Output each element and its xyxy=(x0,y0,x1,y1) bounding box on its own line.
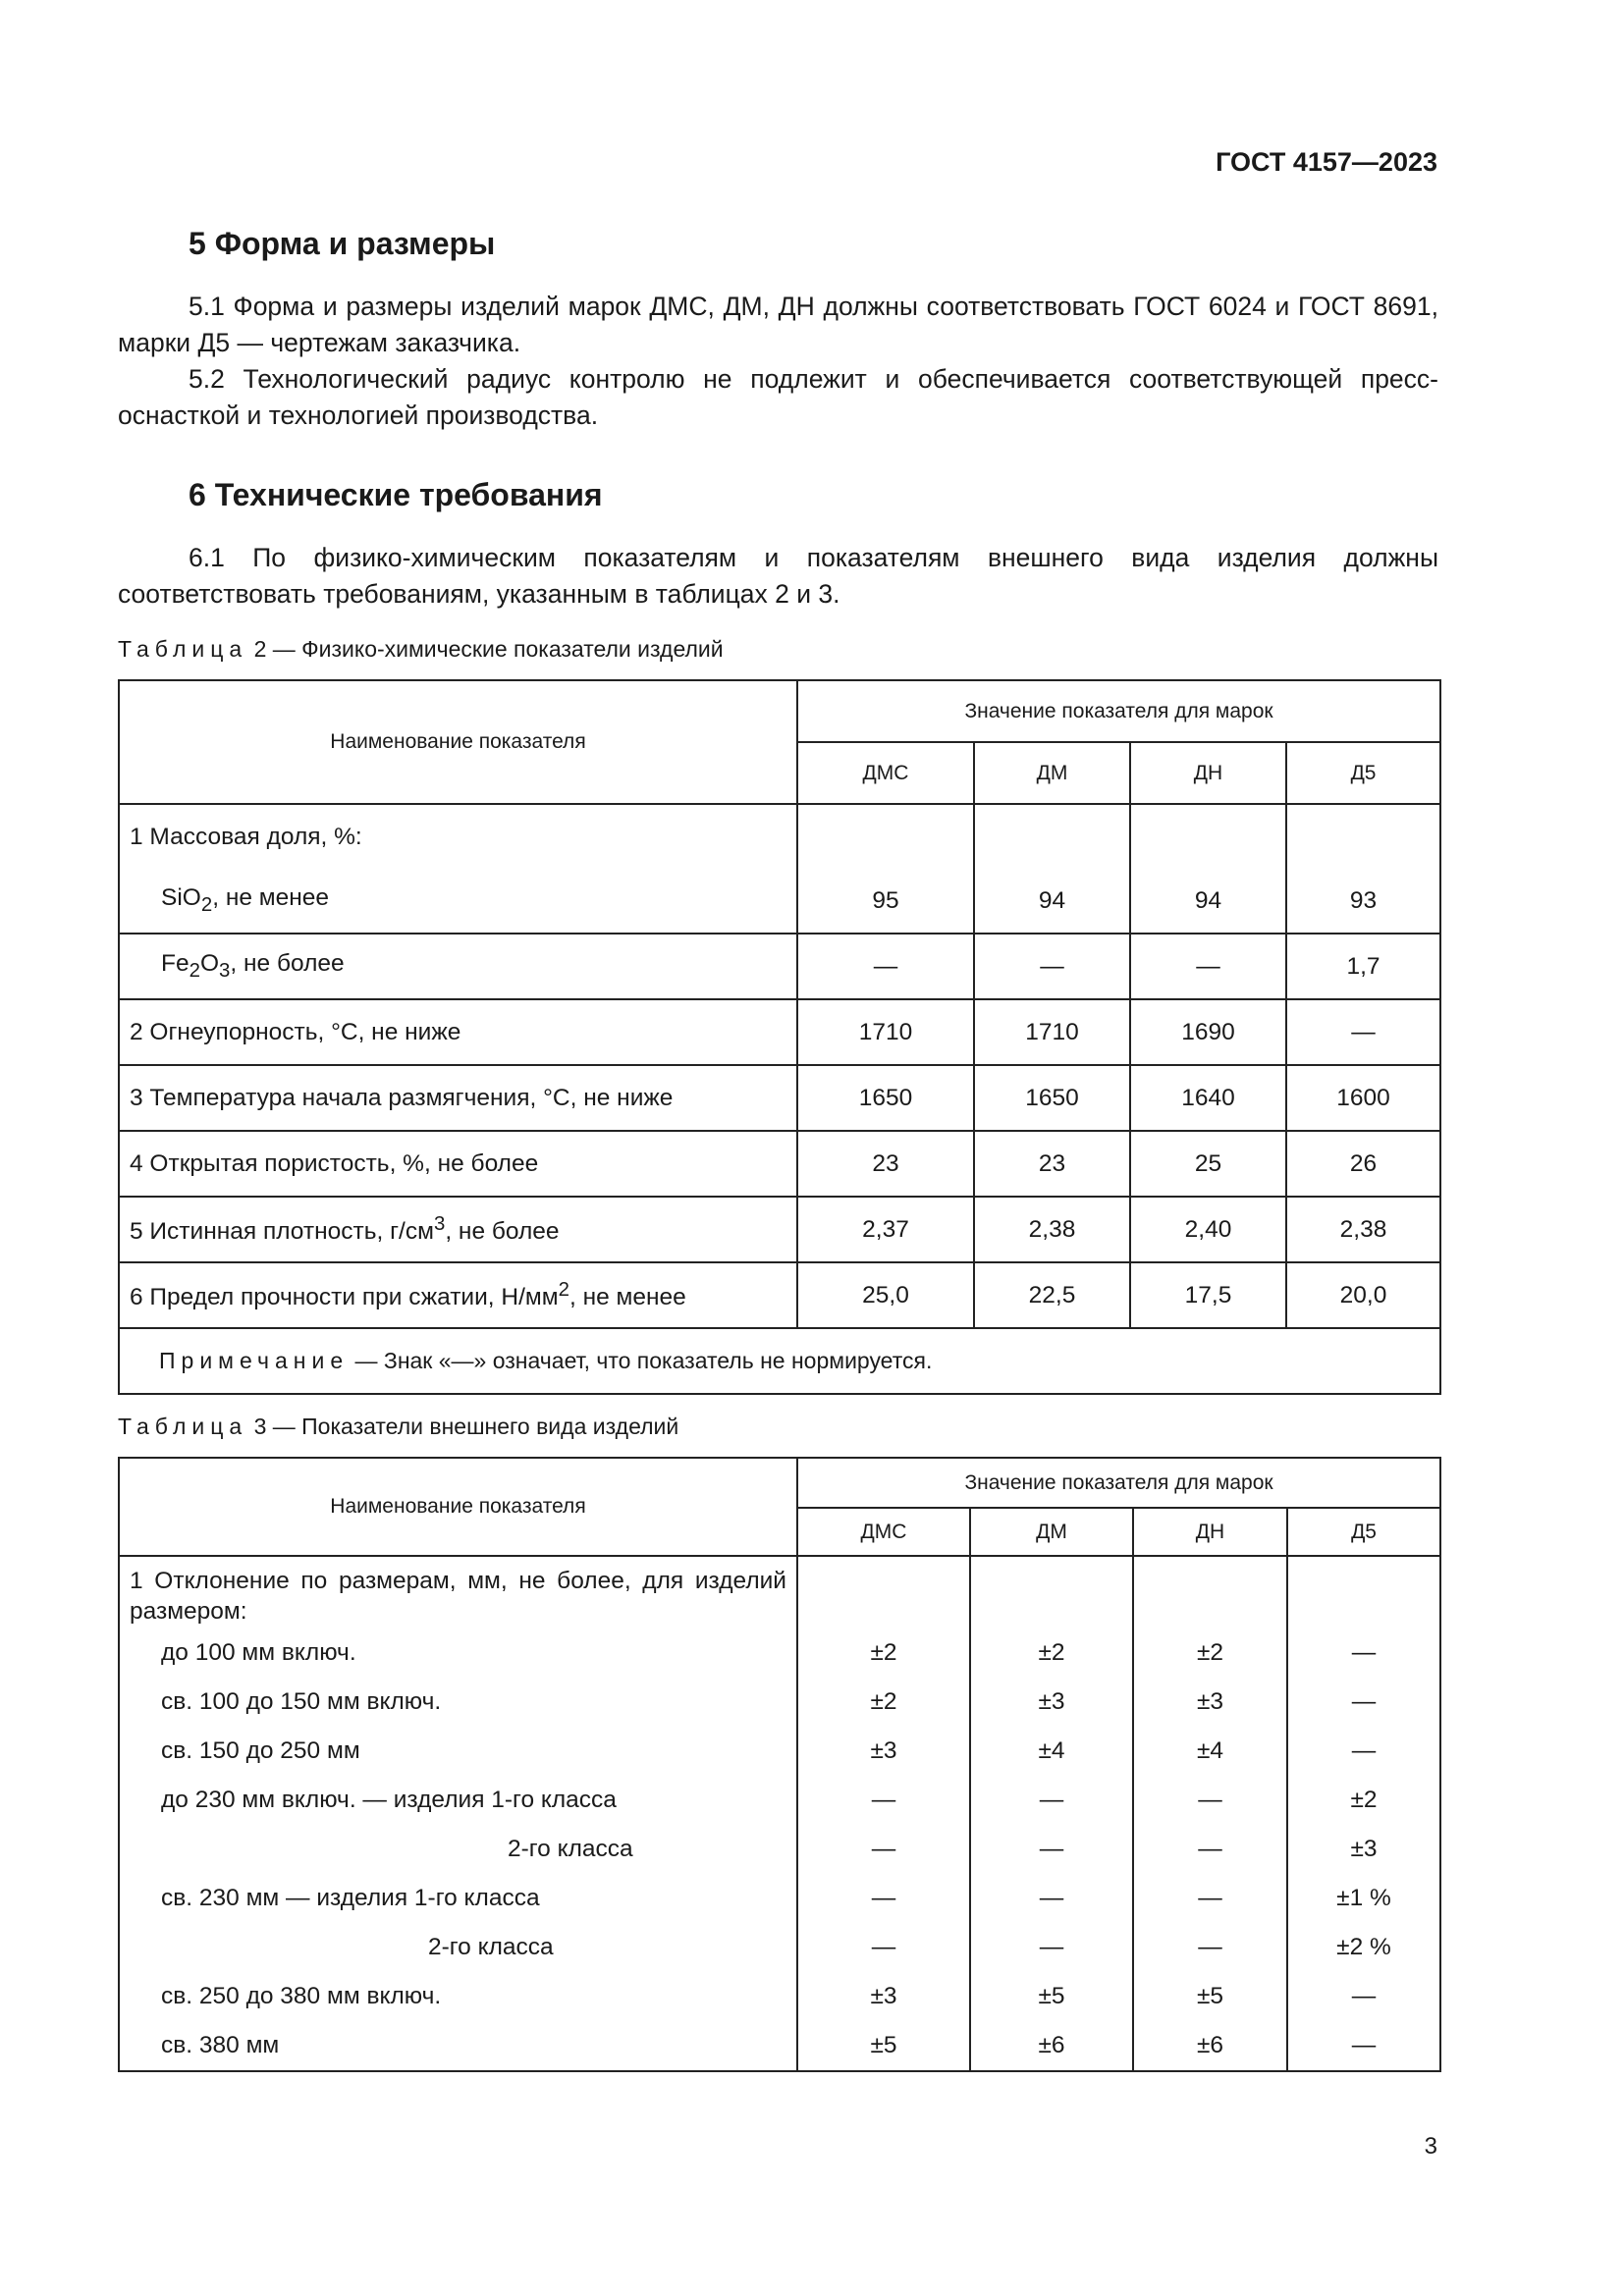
cell-value: — xyxy=(970,1874,1133,1923)
cell-value: ±5 xyxy=(1133,1972,1287,2021)
cell-value: ±2 xyxy=(797,1678,970,1727)
cell-value: ±2 xyxy=(970,1629,1133,1678)
table-3 xyxy=(118,1457,1441,2072)
table-row xyxy=(119,869,1440,934)
cell-value: — xyxy=(970,1776,1133,1825)
table-row xyxy=(119,1556,1440,1629)
cell-value: — xyxy=(1130,934,1286,999)
page-number: 3 xyxy=(1424,2133,1437,2160)
row-label: до 100 мм включ. xyxy=(119,1629,797,1678)
cell-value: — xyxy=(1133,1825,1287,1874)
cell-value: — xyxy=(797,934,974,999)
cell-value: 2,40 xyxy=(1130,1197,1286,1262)
cell-value: ±3 xyxy=(797,1727,970,1776)
table-3-caption-word: Таблица xyxy=(118,1414,248,1439)
table-2-caption-word: Таблица xyxy=(118,636,248,662)
cell-value: — xyxy=(797,1923,970,1972)
table-3-header-name: Наименование показателя xyxy=(119,1458,797,1556)
table-2-grade-header: ДМС xyxy=(797,742,974,804)
row-label: 6 Предел прочности при сжатии, $Н/мм^2$, не менее xyxy=(119,1262,797,1328)
table-row xyxy=(119,1825,1440,1874)
cell-value: 23 xyxy=(797,1131,974,1197)
table-3-header-group: Значение показателя для марок xyxy=(797,1458,1440,1508)
table-row xyxy=(119,1727,1440,1776)
cell-value: 17,5 xyxy=(1130,1262,1286,1328)
row-label: св. 250 до 380 мм включ. xyxy=(119,1972,797,2021)
table-3-grade-header: Д5 xyxy=(1287,1508,1440,1556)
paragraph-5-2: 5.2 Технологический радиус контролю не подлежит и обеспечивается соответствующей пресс-оснасткой и технологией производства. xyxy=(118,364,1438,430)
table-row xyxy=(119,1197,1440,1262)
cell-value: — xyxy=(1287,1678,1440,1727)
cell-value: — xyxy=(797,1825,970,1874)
row-label: св. 380 мм xyxy=(119,2021,797,2071)
cell-value: ±3 xyxy=(1133,1678,1287,1727)
cell-value: 23 xyxy=(974,1131,1130,1197)
document-code-header: ГОСТ 4157—2023 xyxy=(1216,147,1437,177)
row-label: 3 Температура начала размягчения, °С, не ниже xyxy=(119,1065,797,1131)
cell-value: 1710 xyxy=(797,999,974,1065)
table-3-grade-header: ДН xyxy=(1133,1508,1287,1556)
table-2-header-group: Значение показателя для марок xyxy=(797,680,1440,742)
table-2-header-name: Наименование показателя xyxy=(119,680,797,804)
row-label: св. 150 до 250 мм xyxy=(119,1727,797,1776)
table-2-caption-text: 2 — Физико-химические показатели изделий xyxy=(253,636,724,662)
cell-value: ±2 % xyxy=(1287,1923,1440,1972)
paragraph-6-1: 6.1 По физико-химическим показателям и показателям внешнего вида изделия должны соответствовать требованиям, указанным в таблицах 2 и 3. xyxy=(118,543,1438,609)
section-6-heading: 6 Технические требования xyxy=(189,477,603,512)
table-3-caption xyxy=(118,1414,678,1440)
row-label: до 230 мм включ. — изделия 1-го класса xyxy=(119,1776,797,1825)
table-2-grade-header: Д5 xyxy=(1286,742,1440,804)
row-label: 4 Открытая пористость, %, не более xyxy=(119,1131,797,1197)
row-label: SiO$_2$, не менее xyxy=(119,869,797,934)
cell-value: — xyxy=(1286,999,1440,1065)
table-row xyxy=(119,999,1440,1065)
cell-value: 25 xyxy=(1130,1131,1286,1197)
table-3-caption-text: 3 — Показатели внешнего вида изделий xyxy=(253,1414,679,1439)
cell-value: ±1 % xyxy=(1287,1874,1440,1923)
row-label: 2-го класса xyxy=(119,1825,797,1874)
cell-value: — xyxy=(1287,1972,1440,2021)
section-5-heading: 5 Форма и размеры xyxy=(189,226,496,261)
cell-value: 1650 xyxy=(974,1065,1130,1131)
cell-value: 2,38 xyxy=(974,1197,1130,1262)
cell-value: 94 xyxy=(974,869,1130,934)
row-label: 5 Истинная плотность, $г/см^3$, не более xyxy=(119,1197,797,1262)
table-row xyxy=(119,1131,1440,1197)
cell-value: 26 xyxy=(1286,1131,1440,1197)
cell-value: 1650 xyxy=(797,1065,974,1131)
table-2-grade-header: ДМ xyxy=(974,742,1130,804)
cell-value: 2,38 xyxy=(1286,1197,1440,1262)
table-row xyxy=(119,1923,1440,1972)
cell-value: ±6 xyxy=(1133,2021,1287,2071)
cell-value: 1600 xyxy=(1286,1065,1440,1131)
table-row xyxy=(119,1629,1440,1678)
cell-value: — xyxy=(970,1923,1133,1972)
row-label: св. 230 мм — изделия 1-го класса xyxy=(119,1874,797,1923)
cell-value: 2,37 xyxy=(797,1197,974,1262)
cell-value: ±4 xyxy=(1133,1727,1287,1776)
cell-value: ±3 xyxy=(970,1678,1133,1727)
row-label: $Fe_2O_3$, не более xyxy=(119,934,797,999)
cell-value: ±2 xyxy=(1287,1776,1440,1825)
table-2-caption xyxy=(118,636,724,663)
cell-value: — xyxy=(974,934,1130,999)
cell-value: 25,0 xyxy=(797,1262,974,1328)
cell-value: ±2 xyxy=(797,1629,970,1678)
paragraph-5-1: 5.1 Форма и размеры изделий марок ДМС, ДМ, ДН должны соответствовать ГОСТ 6024 и ГОСТ 8691, марки Д5 — чертежам заказчика. xyxy=(118,292,1438,357)
cell-value: 20,0 xyxy=(1286,1262,1440,1328)
cell-value: ±2 xyxy=(1133,1629,1287,1678)
table-note-row xyxy=(119,1328,1440,1394)
cell-value: 22,5 xyxy=(974,1262,1130,1328)
cell-value: — xyxy=(1287,1629,1440,1678)
cell-value: — xyxy=(1287,2021,1440,2071)
row-label: св. 100 до 150 мм включ. xyxy=(119,1678,797,1727)
table-3-grade-header: ДМС xyxy=(797,1508,970,1556)
table-2-grade-header: ДН xyxy=(1130,742,1286,804)
cell-value: ±3 xyxy=(797,1972,970,2021)
cell-value: — xyxy=(1287,1727,1440,1776)
cell-value: — xyxy=(970,1825,1133,1874)
table-row xyxy=(119,2021,1440,2071)
cell-value: — xyxy=(797,1776,970,1825)
row-label: 1 Отклонение по размерам, мм, не более, для изделий размером: xyxy=(119,1556,797,1629)
cell-value: — xyxy=(1133,1874,1287,1923)
row-label: 1 Массовая доля, %: xyxy=(119,804,797,869)
table-3-grade-header: ДМ xyxy=(970,1508,1133,1556)
cell-value: — xyxy=(1133,1923,1287,1972)
cell-value: 93 xyxy=(1286,869,1440,934)
row-label: 2 Огнеупорность, °С, не ниже xyxy=(119,999,797,1065)
cell-value: ±6 xyxy=(970,2021,1133,2071)
cell-value: — xyxy=(1133,1776,1287,1825)
cell-value: ±5 xyxy=(970,1972,1133,2021)
table-note: Примечание — Знак «—» означает, что показатель не нормируется. xyxy=(119,1328,1440,1394)
table-row xyxy=(119,804,1440,869)
cell-value: 94 xyxy=(1130,869,1286,934)
cell-value: ±4 xyxy=(970,1727,1133,1776)
cell-value: 1640 xyxy=(1130,1065,1286,1131)
table-row xyxy=(119,1972,1440,2021)
cell-value: 1,7 xyxy=(1286,934,1440,999)
cell-value: 1710 xyxy=(974,999,1130,1065)
table-row xyxy=(119,934,1440,999)
table-row xyxy=(119,1678,1440,1727)
cell-value: 95 xyxy=(797,869,974,934)
table-row xyxy=(119,1874,1440,1923)
cell-value: 1690 xyxy=(1130,999,1286,1065)
cell-value: ±3 xyxy=(1287,1825,1440,1874)
table-row xyxy=(119,1776,1440,1825)
table-2 xyxy=(118,679,1441,1395)
row-label: 2-го класса xyxy=(119,1923,797,1972)
cell-value: — xyxy=(797,1874,970,1923)
table-row xyxy=(119,1262,1440,1328)
cell-value: ±5 xyxy=(797,2021,970,2071)
table-row xyxy=(119,1065,1440,1131)
